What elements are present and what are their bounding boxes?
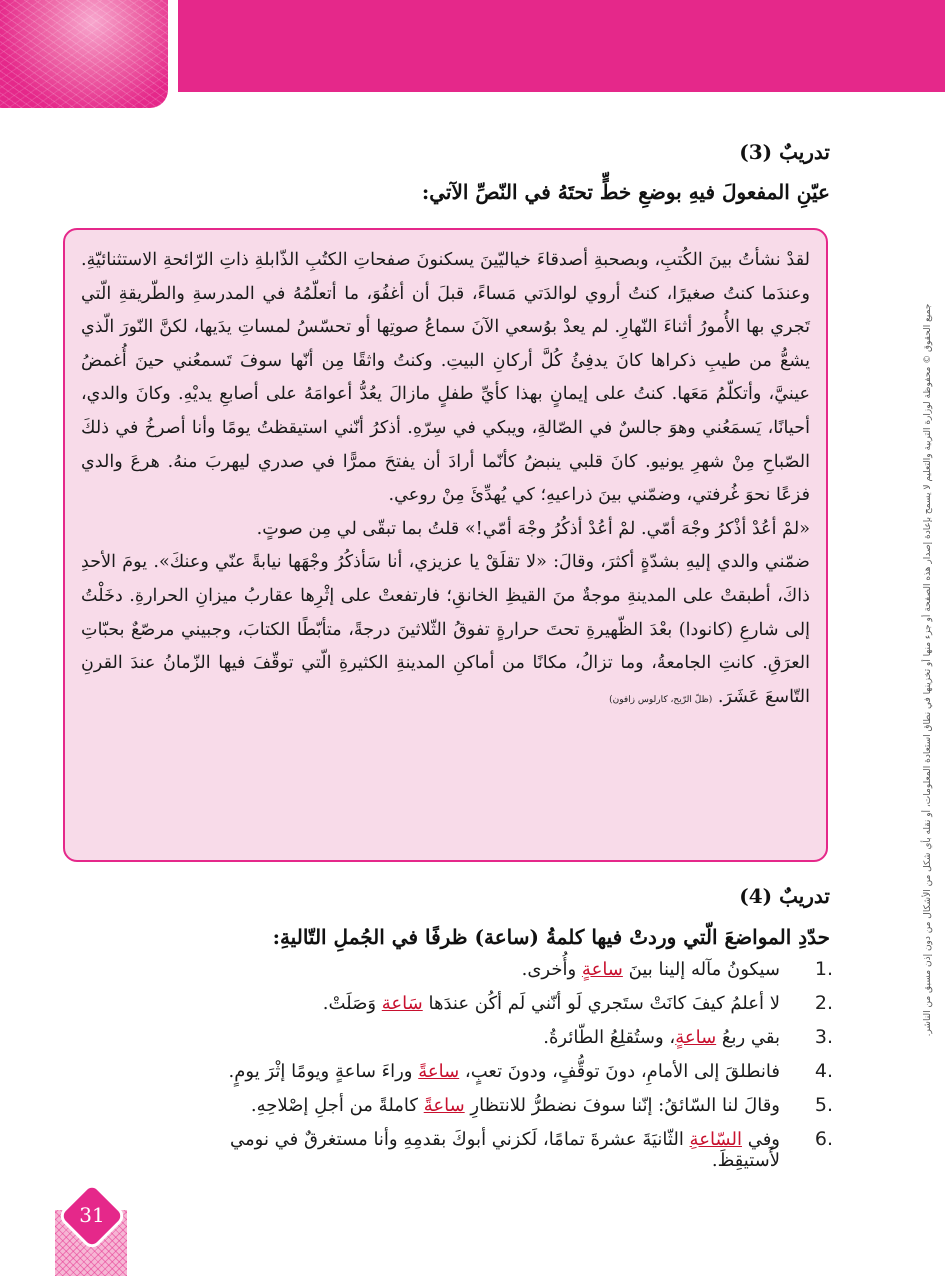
list-item (173, 1094, 833, 1128)
highlighted-word: السّاعةِ (689, 1129, 742, 1150)
passage-paragraph-2: «لمْ أعُدْ أذْكرُ وجْهَ أمّي. لمْ أعُدْ أذكُرُ وجْهَ أمّي!» قلتُ بما تبقّى لي مِن صوتٍ. (256, 518, 810, 539)
list-item (173, 1128, 833, 1171)
item-text-after: وأُخرى. (521, 959, 582, 980)
item-number: 1. (814, 958, 833, 980)
page-number: 31 (79, 1203, 105, 1227)
banner-corner (0, 0, 178, 118)
list-item (173, 992, 833, 1026)
item-text-after: وَصَلَتْ. (322, 993, 382, 1014)
item-number: 3. (814, 1026, 833, 1048)
item-text-before: وقالَ لنا السّائقُ: إنّنا سوفَ نضطرُّ للانتظارِ (464, 1095, 780, 1116)
exercise-4-instruction: حدّدِ المواضعَ الّتي وردتْ فيها كلمةُ (ساعة) ظرفًا في الجُملِ التّاليةِ: (272, 925, 830, 949)
item-text (173, 1129, 788, 1171)
sentence-list (173, 958, 833, 1171)
item-number: 2. (814, 992, 833, 1014)
item-text-after: كاملةً من أجلِ إصْلاحِهِ. (250, 1095, 424, 1116)
banner-pattern (0, 0, 168, 108)
highlighted-word: ساعةً (423, 1095, 465, 1116)
highlighted-word: ساعةٍ (581, 959, 623, 980)
highlighted-word: ساعةً (418, 1061, 460, 1082)
item-text (173, 993, 788, 1014)
item-text (173, 1095, 788, 1116)
item-text (173, 1027, 788, 1048)
passage-box (63, 228, 828, 862)
list-item (173, 1060, 833, 1094)
item-number: 4. (814, 1060, 833, 1082)
item-text-after: الثّانيَةَ عشرةَ تمامًا، لَكزني أبوكَ بقدمِهِ وأنا مستغرقٌ في نومي لأَستيقِظَ. (230, 1129, 780, 1171)
passage-paragraph-1: لقدْ نشأتُ بينَ الكُتبِ، وبصحبةِ أصدقاءَ خياليّينَ يسكنونَ صفحاتِ الكتُبِ الذّابلةِ ذاتِ الرّائحةِ الاستثنائيّةِ. وعندَما كنتُ صغيرًا، كنتُ أروي لوالدَتي مَساءً، قبلَ أن أغفُوَ، ما أتعلّمُهُ في المدرسةِ والطّريقةِ الّتي تَجري بها الأُمورُ أثناءَ النّهارِ. لم يعدْ بوُسعي الآنَ سماعُ صوتِها أو تحسّسُ لمساتِ يدَيها، لكنَّ النّورَ الّذي يشعُّ من طيبِ ذكراها كانَ يدفِئُ كُلَّ أركانِ البيتِ. وكنتُ واثقًا مِن أنّها سوفَ تَسمعُني حينَ أُغمضُ عينيَّ، وأتكلّمُ مَعَها. كنتُ على إيمانٍ بهذا كأيِّ طفلٍ مازالَ يعُدُّ أعوامَهُ على أصابعِ يديْهِ. وكانَ والدي، أحيانًا، يَسمَعُني وهوَ جالسٌ في الصّالةِ، ويبكي في سِرّهِ. أذكرُ أنّني استيقظتُ يومًا وأنا أصرخُ في ذلكَ الصّباحِ مِنْ شهرِ يونيو. كانَ قلبي ينبضُ كأنّما أرادَ أن يفتحَ ممرًّا في صدري ليهربَ منهُ. هرعَ والدي فزعًا نحوَ غُرفتي، وضمّني بينَ ذراعيهِ؛ كي يُهدِّئَ مِنْ روعي. (81, 250, 810, 506)
item-text-before: وفي (741, 1129, 780, 1150)
page-number-badge (62, 1190, 122, 1242)
item-text-before: لا أعلمُ كيفَ كانَتْ ستَجري لَو أنّني لَم أكُن عندَها (422, 993, 780, 1014)
item-number: 6. (814, 1128, 833, 1150)
item-text (173, 959, 788, 980)
item-text-before: بقي ربعُ (716, 1027, 780, 1048)
exercise-4-title: تدريبٌ (4) (739, 884, 830, 908)
item-number: 5. (814, 1094, 833, 1116)
exercise-3-instruction: عيّنِ المفعولَ فيهِ بوضعِ خطٍّ تحتَهُ في النّصِّ الآتي: (421, 180, 830, 204)
item-text-after: ، وستُقلِعُ الطّائرةُ. (543, 1027, 676, 1048)
item-text (173, 1061, 788, 1082)
item-text-before: فانطلقَ إلى الأمامِ، دونَ توقُّفٍ، ودونَ تعبٍ، (459, 1061, 780, 1082)
copyright-side-note (920, 180, 936, 1160)
copyright-text: جميع الحقوق © محفوظة لوزارة التربية والتعليم لا يسمح بإعادة إصدار هذه الصفحة أو جزء منها أو تخزينها في نطاق استعادة المعلومات، أو نقله بأي شكل من الأشكال من دون إذن مسبق من الناشر. (923, 303, 933, 1037)
item-text-after: وراءَ ساعةٍ ويومًا إثْرَ يومٍ. (228, 1061, 419, 1082)
highlighted-word: ساعةٍ (675, 1027, 717, 1048)
passage-paragraph-3-text: ضمّني والدي إليهِ بشدّةٍ أكثرَ، وقالَ: «لا تقلَقْ يا عزيزي، أنا سَأذكُرُ وجْهَها نيابةً عنّي وعنكَ». يومَ الأحدِ ذاكَ، أطبقتْ على المدينةِ موجةٌ منَ القيظِ الخانقِ؛ فارتفعتْ على إثْرِها عقاربُ ميزانِ الحرارةِ. دخَلْتُ إلى شارعِ (كانودا) بعْدَ الظّهيرةِ تحتَ حرارةٍ تفوقُ الثّلاثينَ درجةً، متأبّطًا الكتابَ، وجبيني مرصّعٌ بحبّاتِ العرَقِ. كانتِ الجامعةُ، وما تزالُ، مكانًا من أماكنِ المدينةِ الكثيرةِ الّتي توقّفَ فيها الزّمانُ عندَ القرنِ التّاسعَ عَشَرَ. (81, 552, 810, 707)
list-item (173, 958, 833, 992)
passage-paragraph-3 (81, 546, 810, 717)
item-text-before: سيكونُ مآله إلينا بينَ (622, 959, 780, 980)
passage-citation: (ظلّ الرّيح، كارلوس زافون) (609, 694, 713, 705)
list-item (173, 1026, 833, 1060)
highlighted-word: سَاعة (381, 993, 423, 1014)
exercise-3-title: تدريبٌ (3) (739, 140, 830, 164)
